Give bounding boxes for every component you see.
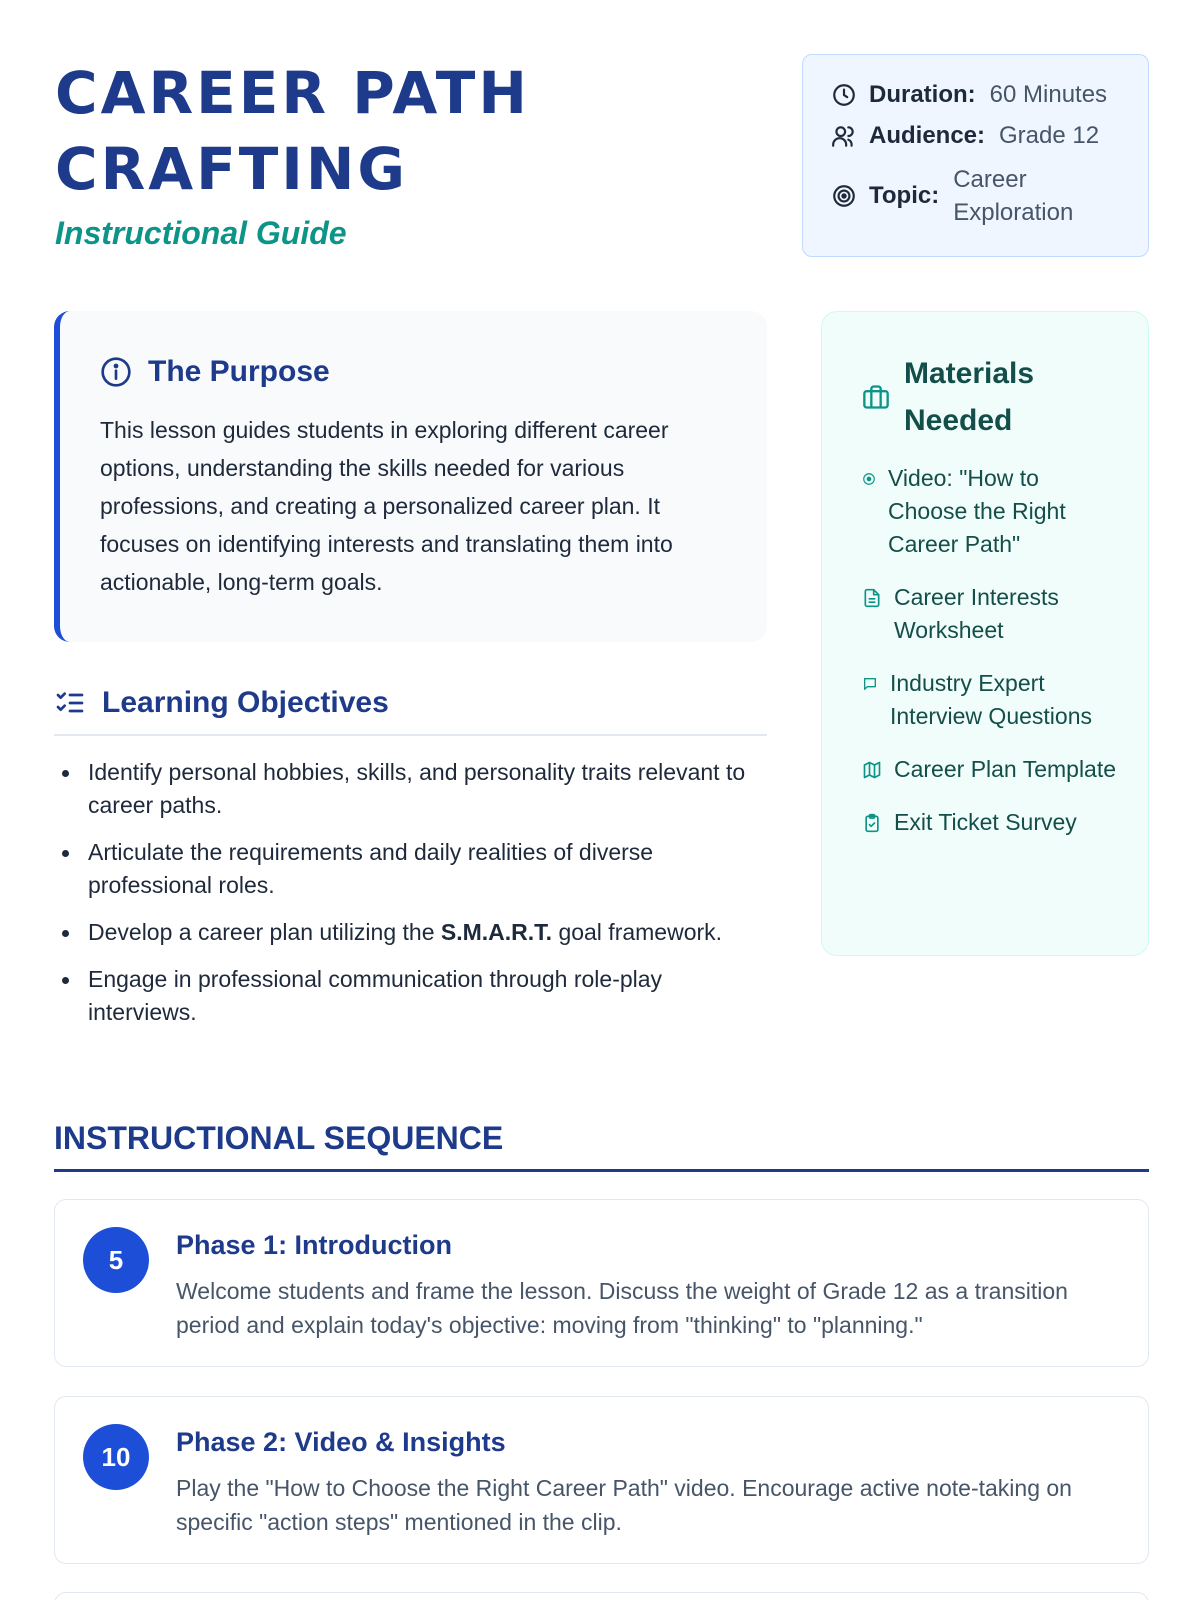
list-item	[54, 916, 767, 949]
purpose-heading-text: The Purpose	[148, 355, 330, 388]
list-item	[862, 581, 1118, 647]
phase-description: Play the "How to Choose the Right Career Path" video. Encourage active note-taking on specific "action steps" mentioned in the clip.	[176, 1475, 1072, 1535]
page-title-line-1: CAREER PATH	[55, 59, 530, 127]
material-worksheet: Career Interests Worksheet	[894, 584, 1059, 643]
list-item: Engage in professional communication through role-play interviews.	[54, 963, 767, 1029]
list-item	[862, 462, 1118, 561]
list-item: Identify personal hobbies, skills, and personality traits relevant to career paths.	[54, 756, 767, 822]
video-dot-icon	[862, 472, 876, 486]
page-title-line-2: CRAFTING	[55, 135, 409, 203]
meta-duration	[831, 81, 1120, 109]
phase-card-1	[54, 1199, 1149, 1367]
phase-minutes-badge: 5	[83, 1227, 149, 1293]
material-video: Video: "How to Choose the Right Career Path"	[888, 465, 1066, 557]
phase-card-3-partial	[54, 1592, 1149, 1600]
info-icon	[100, 356, 132, 388]
target-icon	[831, 183, 857, 209]
file-text-icon	[862, 588, 882, 608]
meta-topic	[831, 163, 1120, 229]
duration-value: 60 Minutes	[989, 81, 1108, 108]
list-item: Articulate the requirements and daily realities of diverse professional roles.	[54, 836, 767, 902]
duration-label: Duration:	[869, 81, 976, 108]
purpose-heading	[100, 355, 727, 389]
phase-title: Phase 2: Video & Insights	[176, 1427, 506, 1457]
objectives-heading	[54, 686, 767, 736]
briefcase-icon	[862, 383, 890, 411]
title-block	[55, 55, 735, 252]
materials-heading	[862, 350, 1118, 444]
topic-value: Career Exploration	[953, 166, 1074, 226]
audience-value: Grade 12	[999, 122, 1100, 149]
map-icon	[862, 760, 882, 780]
material-interview: Industry Expert Interview Questions	[890, 670, 1092, 729]
material-template: Career Plan Template	[894, 756, 1117, 782]
material-survey: Exit Ticket Survey	[894, 809, 1077, 835]
objective-3-suffix: goal framework.	[558, 919, 723, 945]
list-item	[862, 667, 1118, 733]
message-icon	[862, 676, 878, 692]
list-item	[862, 753, 1118, 786]
topic-label: Topic:	[869, 182, 940, 209]
phase-title: Phase 1: Introduction	[176, 1230, 453, 1260]
phase-card-2	[54, 1396, 1149, 1564]
meta-card	[802, 54, 1149, 257]
clock-icon	[831, 82, 857, 108]
phase-minutes-badge: 10	[83, 1424, 149, 1490]
phase-description: Welcome students and frame the lesson. Discuss the weight of Grade 12 as a transition period and explain today's objective: moving from "thinking" to "planning."	[176, 1278, 1068, 1338]
objectives-section	[54, 686, 767, 1043]
page-title	[55, 55, 735, 207]
purpose-card	[54, 311, 767, 642]
materials-card	[821, 311, 1149, 956]
purpose-body: This lesson guides students in exploring different career options, understanding the skills needed for various professions, and creating a personalized career plan. It focuses on identifying interests and translating them into actionable, long-term goals.	[100, 417, 673, 595]
users-icon	[831, 123, 857, 149]
sequence-heading: INSTRUCTIONAL SEQUENCE	[54, 1120, 1149, 1172]
audience-label: Audience:	[869, 122, 986, 149]
objectives-heading-text: Learning Objectives	[102, 686, 389, 719]
smart-emphasis: S.M.A.R.T.	[440, 919, 553, 945]
meta-audience	[831, 122, 1120, 150]
page-subtitle: Instructional Guide	[55, 215, 347, 251]
clipboard-check-icon	[862, 813, 882, 833]
list-checks-icon	[54, 687, 86, 719]
objectives-list	[54, 756, 767, 1029]
materials-heading-text: Materials Needed	[904, 357, 1035, 437]
materials-list	[862, 462, 1118, 839]
list-item	[862, 806, 1118, 839]
objective-3-text: Develop a career plan utilizing the	[88, 919, 435, 945]
